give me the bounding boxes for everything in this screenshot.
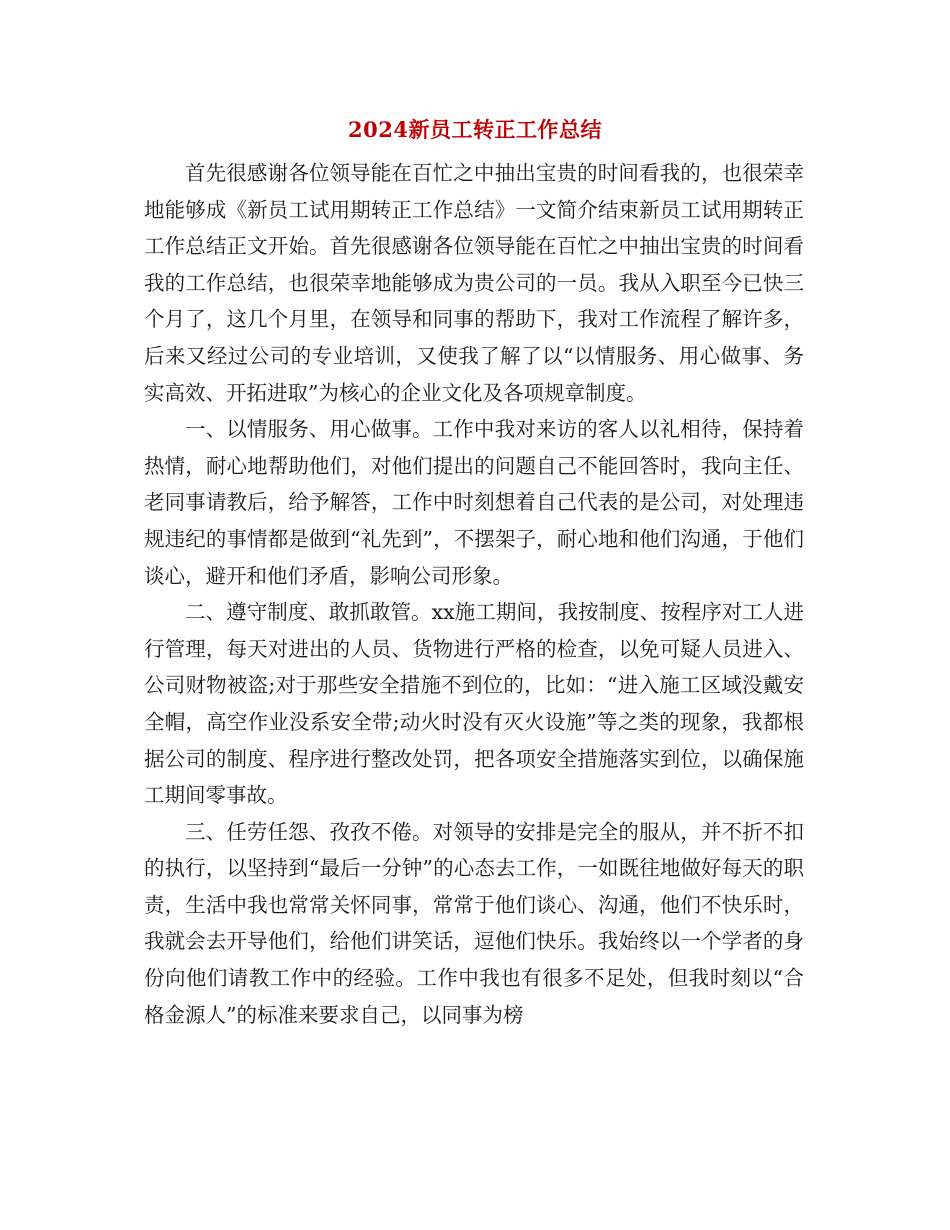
paragraph-section-3: 三、任劳任怨、孜孜不倦。对领导的安排是完全的服从，并不折不扣的执行，以坚持到“最后一分钟”的心态去工作，一如既往地做好每天的职责，生活中我也常常关怀同事，常常于他们谈心、沟通，他们不快乐时，我就会去开导他们，给他们讲笑话，逗他们快乐。我始终以一个学者的身份向他们请教工作中的经验。工作中我也有很多不足处，但我时刻以“合格金源人”的标准来要求自己，以同事为榜 [144,819,804,1027]
paragraph-intro: 首先很感谢各位领导能在百忙之中抽出宝贵的时间看我的，也很荣幸地能够成《新员工试用期转正工作总结》一文简介结束新员工试用期转正工作总结正文开始。首先很感谢各位领导能在百忙之中抽出宝贵的时间看我的工作总结，也很荣幸地能够成为贵公司的一员。我从入职至今已快三个月了，这几个月里，在领导和同事的帮助下，我对工作流程了解许多，后来又经过公司的专业培训，又使我了解了以“以情服务、用心做事、务实高效、开拓进取”为核心的企业文化及各项规章制度。 [144,161,804,405]
paragraph-section-2: 二、遵守制度、敢抓敢管。xx施工期间，我按制度、按程序对工人进行管理，每天对进出的人员、货物进行严格的检查，以免可疑人员进入、公司财物被盗;对于那些安全措施不到位的，比如：“进入施工区域没戴安全帽，高空作业没系安全带;动火时没有灭火设施”等之类的现象，我都根据公司的制度、程序进行整改处罚，把各项安全措施落实到位，以确保施工期间零事故。 [144,600,804,808]
document-title: 2024新员工转正工作总结 [348,117,602,142]
document-body [144,155,804,1033]
paragraph-section-1: 一、以情服务、用心做事。工作中我对来访的客人以礼相待，保持着热情，耐心地帮助他们，对他们提出的问题自己不能回答时，我向主任、老同事请教后，给予解答，工作中时刻想着自己代表的是公司，对处理违规违纪的事情都是做到“礼先到”，不摆架子，耐心地和他们沟通，于他们谈心，避开和他们矛盾，影响公司形象。 [144,417,804,588]
